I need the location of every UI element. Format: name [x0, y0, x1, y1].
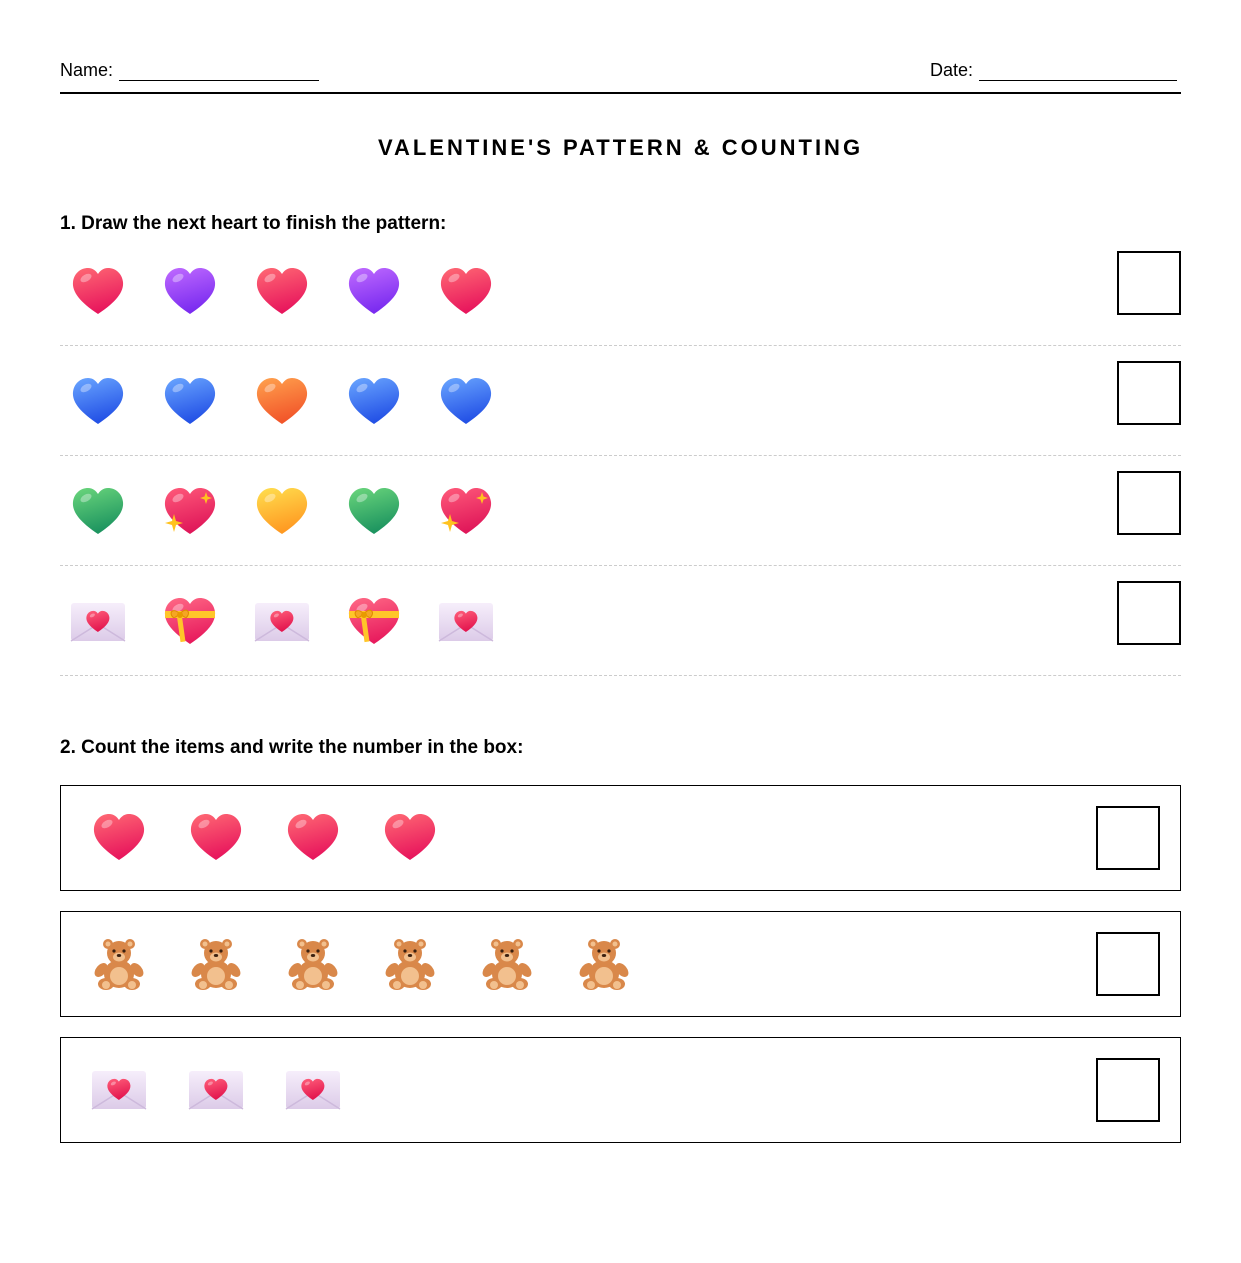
date-field[interactable]: [930, 60, 1177, 81]
red-heart-icon: [70, 264, 126, 320]
section-2-heading: 2. Count the items and write the number in the box:: [60, 737, 524, 758]
teddy-bear-icon: [479, 936, 535, 992]
pattern-row-4: [60, 566, 1181, 676]
orange-heart-icon: [254, 374, 310, 430]
sparkling-heart-icon: [162, 484, 218, 540]
red-heart-icon: [188, 810, 244, 866]
counting-row-3: [60, 1037, 1181, 1143]
teddy-bear-icon: [285, 936, 341, 992]
count-answer-box[interactable]: [1096, 1058, 1160, 1122]
counting-items: [91, 936, 632, 992]
pattern-answer-box[interactable]: [1117, 471, 1181, 535]
name-field[interactable]: [60, 60, 319, 81]
red-heart-icon: [382, 810, 438, 866]
purple-heart-icon: [162, 264, 218, 320]
blue-heart-icon: [70, 374, 126, 430]
love-letter-icon: [438, 594, 494, 650]
page-title: VALENTINE'S PATTERN & COUNTING: [377, 135, 864, 160]
section-1-heading: 1. Draw the next heart to finish the pattern:: [60, 213, 447, 234]
sparkling-heart-icon: [438, 484, 494, 540]
date-line[interactable]: [979, 64, 1177, 81]
counting-items: [91, 1062, 341, 1118]
count-answer-box[interactable]: [1096, 932, 1160, 996]
teddy-bear-icon: [91, 936, 147, 992]
pattern-sequence: [70, 264, 494, 320]
blue-heart-icon: [438, 374, 494, 430]
pattern-row-2: [60, 346, 1181, 456]
red-heart-icon: [285, 810, 341, 866]
yellow-heart-icon: [254, 484, 310, 540]
love-letter-icon: [70, 594, 126, 650]
heart-with-ribbon-icon: [162, 594, 218, 650]
counting-row-2: [60, 911, 1181, 1017]
pattern-row-1: [60, 236, 1181, 346]
blue-heart-icon: [162, 374, 218, 430]
red-heart-icon: [254, 264, 310, 320]
pattern-answer-box[interactable]: [1117, 361, 1181, 425]
love-letter-icon: [285, 1062, 341, 1118]
red-heart-icon: [91, 810, 147, 866]
teddy-bear-icon: [382, 936, 438, 992]
count-answer-box[interactable]: [1096, 806, 1160, 870]
teddy-bear-icon: [576, 936, 632, 992]
counting-row-1: [60, 785, 1181, 891]
love-letter-icon: [188, 1062, 244, 1118]
purple-heart-icon: [346, 264, 402, 320]
pattern-answer-box[interactable]: [1117, 581, 1181, 645]
green-heart-icon: [70, 484, 126, 540]
pattern-sequence: [70, 484, 494, 540]
counting-items: [91, 810, 438, 866]
pattern-sequence: [70, 594, 494, 650]
name-label: Name:: [60, 60, 114, 80]
love-letter-icon: [91, 1062, 147, 1118]
header-divider: [60, 92, 1181, 94]
pattern-row-3: [60, 456, 1181, 566]
heart-with-ribbon-icon: [346, 594, 402, 650]
date-label: Date:: [930, 60, 974, 80]
teddy-bear-icon: [188, 936, 244, 992]
red-heart-icon: [438, 264, 494, 320]
pattern-answer-box[interactable]: [1117, 251, 1181, 315]
blue-heart-icon: [346, 374, 402, 430]
pattern-sequence: [70, 374, 494, 430]
green-heart-icon: [346, 484, 402, 540]
name-line[interactable]: [119, 64, 319, 81]
love-letter-icon: [254, 594, 310, 650]
